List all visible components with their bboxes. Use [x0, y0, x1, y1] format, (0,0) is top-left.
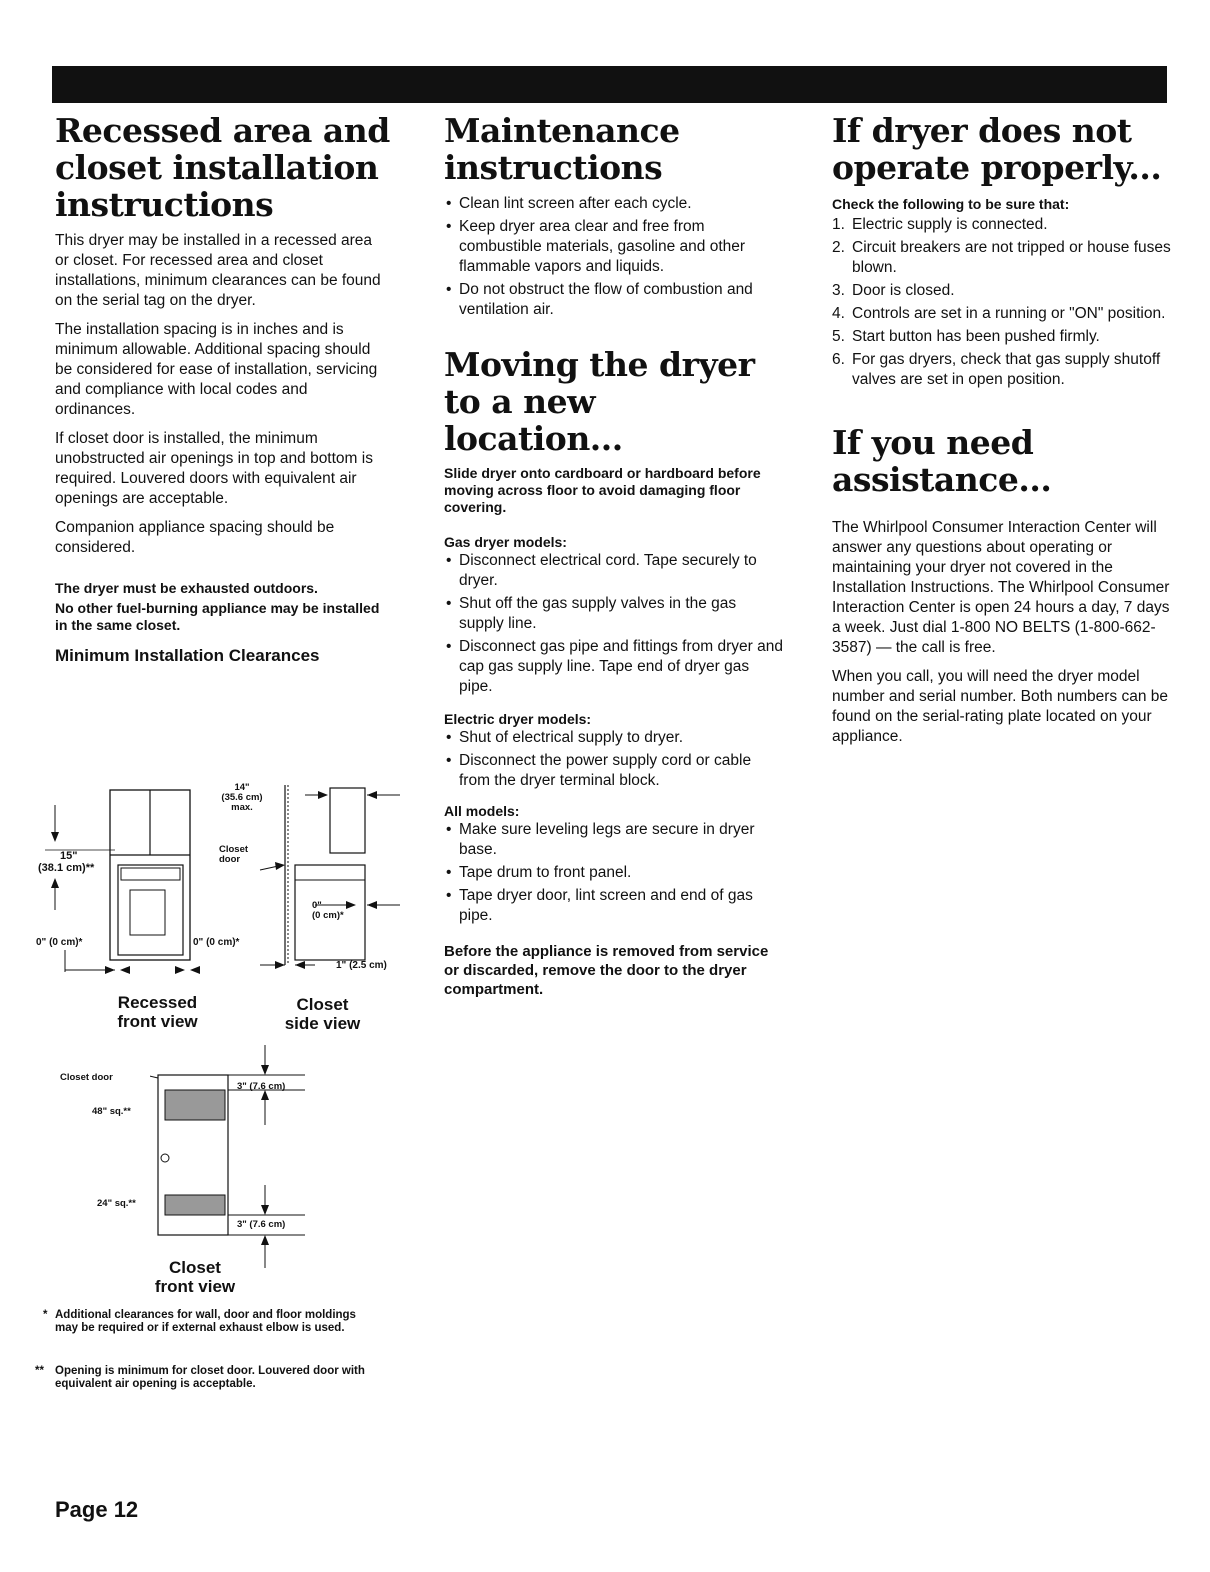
closet-side-view-caption: Closet side view	[284, 995, 361, 1033]
list-item: • Disconnect gas pipe and fittings from dryer and cap gas supply line. Tape end of dryer gas pipe.	[444, 637, 784, 697]
footnote-opening-minimum: ** Opening is minimum for closet door. Louvered door with equivalent air opening is acceptable.	[35, 1365, 365, 1390]
recessed-front-view-caption: Recessed front view	[117, 993, 198, 1031]
electric-models-heading: Electric dryer models:	[444, 711, 592, 727]
removal-note: Before the appliance is removed from service or discarded, remove the door to the dryer compartment.	[444, 943, 769, 998]
clearances-heading: Minimum Installation Clearances	[55, 646, 320, 665]
list-item: 1. Electric supply is connected.	[832, 216, 1048, 233]
label-0cm-side: (0 cm)*	[312, 910, 344, 921]
list-item: • Make sure leveling legs are secure in dryer base.	[444, 820, 784, 860]
exhaust-warning: The dryer must be exhausted outdoors.	[55, 580, 318, 596]
list-item: • Clean lint screen after each cycle.	[444, 194, 784, 214]
assistance-paragraph-1: The Whirlpool Consumer Interaction Center will answer any questions about operating or maintaining your dryer not covered in the Installation Instructions. The Whirlpool Consumer Interaction Center is open 24 hours a day, 7 days a week. Just dial 1-800 NO BELTS (1-800-662-3587) — the call is free.	[832, 519, 1170, 656]
list-item: • Shut off the gas supply valves in the gas supply line.	[444, 594, 784, 634]
assistance-paragraph-2: When you call, you will need the dryer model number and serial number. Both numbers can be found on the serial-rating plate located on your appliance.	[832, 668, 1169, 745]
column-recessed-installation	[55, 112, 390, 666]
list-item: 5. Start button has been pushed firmly.	[832, 328, 1100, 345]
label-3-top: 3" (7.6 cm)	[237, 1081, 286, 1092]
recessed-front-view-diagram	[35, 780, 210, 980]
all-models-heading: All models:	[444, 803, 520, 819]
all-models-list	[444, 820, 784, 926]
list-item: • Disconnect electrical cord. Tape securely to dryer.	[444, 551, 784, 591]
recessed-section-title: Recessed area and closet installation instructions	[55, 111, 390, 224]
label-0-right: 0" (0 cm)*	[193, 937, 240, 948]
electric-models-list	[444, 728, 784, 791]
recessed-paragraph-4: Companion appliance spacing should be considered.	[55, 519, 335, 556]
label-max: max.	[231, 802, 253, 813]
closet-front-view-diagram	[150, 1040, 310, 1270]
column-troubleshoot-assistance	[832, 112, 1172, 756]
label-1-inch: 1" (2.5 cm)	[336, 960, 387, 971]
label-35-cm: (35.6 cm)	[221, 792, 263, 803]
maintenance-list	[444, 194, 784, 320]
closet-front-view-caption: Closet front view	[154, 1258, 236, 1296]
list-item: 3. Door is closed.	[832, 282, 955, 299]
check-list	[832, 215, 1172, 390]
moving-intro: Slide dryer onto cardboard or hardboard before moving across floor to avoid damaging floor covering.	[444, 465, 761, 515]
recessed-paragraph-3: If closet door is installed, the minimum unobstructed air openings in top and bottom is required. Louvered doors with equivalent air openings are acceptable.	[55, 430, 373, 507]
list-item: 2. Circuit breakers are not tripped or house fuses blown.	[832, 239, 1171, 276]
list-item: 6. For gas dryers, check that gas supply shutoff valves are set in open position.	[832, 351, 1161, 388]
recessed-paragraph-2: The installation spacing is in inches and is minimum allowable. Additional spacing should be considered for ease of installation, servicing and compliance with local codes and ordinances.	[55, 321, 378, 418]
recessed-paragraph-1: This dryer may be installed in a recessed area or closet. For recessed area and closet installations, minimum clearances can be found on the serial tag on the dryer.	[55, 232, 381, 309]
list-item: • Tape drum to front panel.	[444, 863, 784, 883]
gas-models-heading: Gas dryer models:	[444, 534, 567, 550]
list-item: • Disconnect the power supply cord or cable from the dryer terminal block.	[444, 751, 784, 791]
label-door: door	[219, 854, 241, 865]
list-item: • Shut of electrical supply to dryer.	[444, 728, 784, 748]
fuel-warning: No other fuel-burning appliance may be installed in the same closet.	[55, 600, 380, 633]
gas-models-list	[444, 551, 784, 697]
label-14-inch: 14"	[234, 782, 250, 793]
header-bar	[52, 66, 1167, 103]
list-item: • Tape dryer door, lint screen and end of gas pipe.	[444, 886, 784, 926]
label-48-sq: 48" sq.**	[92, 1106, 131, 1117]
list-item: • Do not obstruct the flow of combustion and ventilation air.	[444, 280, 784, 320]
column-maintenance-moving	[444, 112, 784, 999]
label-38-cm: (38.1 cm)**	[38, 862, 95, 874]
label-0-left: 0" (0 cm)*	[36, 937, 83, 948]
list-item: • Keep dryer area clear and free from combustible materials, gasoline and other flammable vapors and liquids.	[444, 217, 784, 277]
label-3-bottom: 3" (7.6 cm)	[237, 1219, 286, 1230]
label-closet: Closet	[219, 844, 249, 855]
check-heading: Check the following to be sure that:	[832, 196, 1070, 212]
footnote-additional-clearances: * Additional clearances for wall, door and floor moldings may be required or if external exhaust elbow is used.	[43, 1309, 356, 1334]
label-15-inch: 15"	[60, 850, 78, 862]
label-closet-door: Closet door	[60, 1072, 113, 1083]
label-0-side: 0"	[312, 900, 322, 911]
page-number: Page 12	[55, 1497, 139, 1522]
moving-section-title: Moving the dryer to a new location...	[444, 345, 755, 458]
assistance-section-title: If you need assistance...	[832, 423, 1052, 499]
maintenance-section-title: Maintenance instructions	[444, 111, 680, 187]
list-item: 4. Controls are set in a running or "ON" position.	[832, 305, 1166, 322]
label-24-sq: 24" sq.**	[97, 1198, 136, 1209]
trouble-section-title: If dryer does not operate properly...	[832, 111, 1162, 187]
